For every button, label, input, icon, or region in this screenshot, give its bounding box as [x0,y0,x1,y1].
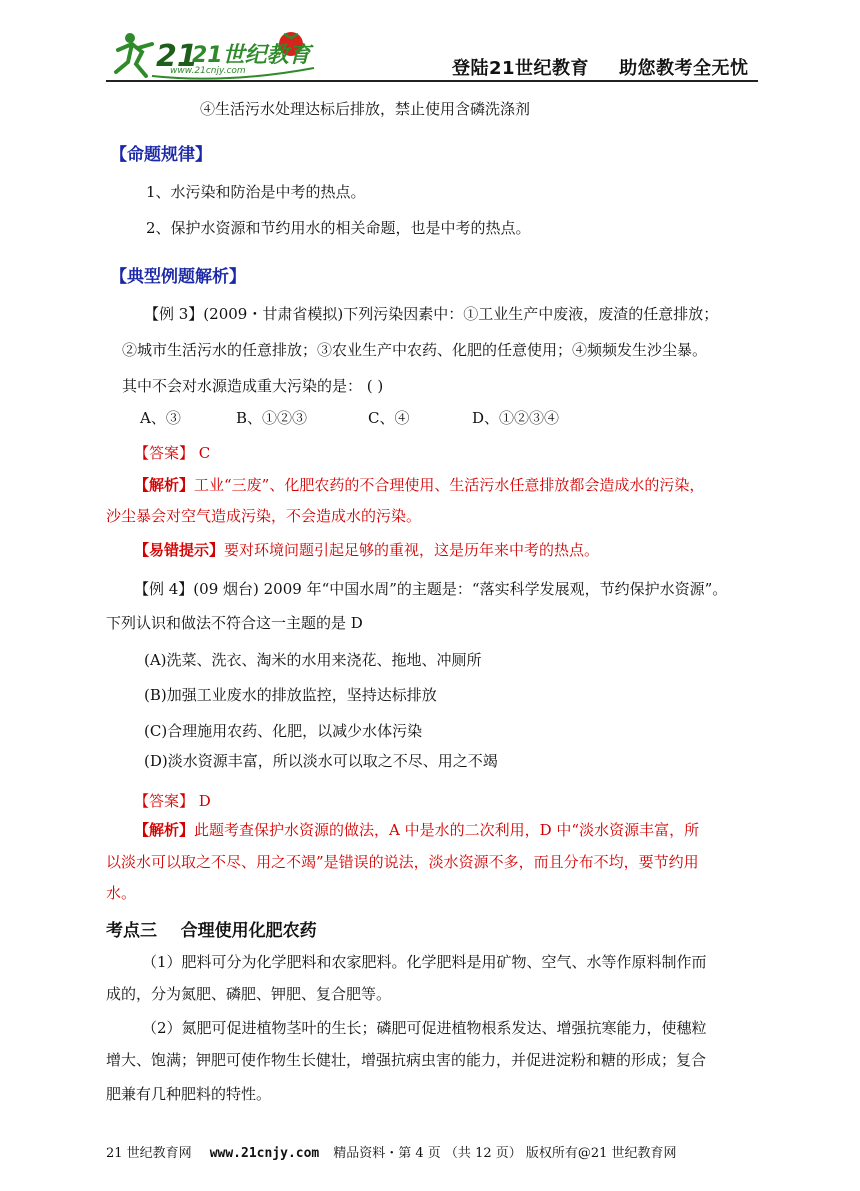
footer-url-link[interactable]: www.21cnjy.com [209,1146,320,1161]
kaodian3-para2-line3: 肥兼有几种肥料的特性。 [106,1085,272,1103]
ex4-answer-label: 【答案】 [134,792,195,810]
rule-item-2: 2、保护水资源和节约用水的相关命题，也是中考的热点。 [146,219,531,237]
kaodian3-para1-line2: 成的，分为氮肥、磷肥、钾肥、复合肥等。 [106,985,392,1003]
ex3-analysis-label: 【解析】 [134,476,195,494]
ex3-answer [134,444,210,462]
ex3-question-line2: ②城市生活污水的任意排放；③农业生产中农药、化肥的任意使用；④频频发生沙尘暴。 [122,341,708,359]
ex4-answer [134,792,211,810]
ex4-option-a: (A)洗菜、洗衣、淘米的水用来浇花、拖地、冲厕所 [144,651,482,669]
kaodian3-para2-line1: （2）氮肥可促进植物茎叶的生长；磷肥可促进植物根系发达、增强抗寒能力，使穗粒 [142,1019,707,1037]
ex4-question-line2: 下列认识和做法不符合这一主题的是 D [106,614,363,632]
ex3-tip-label: 【易错提示】 [134,541,225,559]
ex3-answer-label: 【答案】 [134,444,195,462]
page-footer [106,1142,677,1161]
ex3-tip-text: 要对环境问题引起足够的重视，这是历年来中考的热点。 [224,541,600,559]
ex3-tip [134,541,599,559]
ex3-analysis-text1: 工业“三废”、化肥农药的不合理使用、生活污水任意排放都会造成水的污染， [194,476,705,494]
ex4-option-d: (D)淡水资源丰富，所以淡水可以取之不尽、用之不竭 [144,752,498,770]
ex4-option-c: (C)合理施用农药、化肥，以减少水体污染 [144,722,423,740]
ex4-analysis-label: 【解析】 [134,821,195,839]
header-divider [106,80,758,82]
footer-site-name: 21 世纪教育网 [106,1146,192,1161]
ex4-analysis-text1: 此题考查保护水资源的做法，A 中是水的二次利用，D 中“淡水资源丰富，所 [194,821,700,839]
ex4-analysis-line1 [134,821,699,839]
kaodian3-para1-line1: （1）肥料可分为化学肥料和农家肥料。化学肥料是用矿物、空气、水等作原料制作而 [142,953,707,971]
ex3-option-d: D、①②③④ [472,409,560,427]
section-heading-examples: 【典型例题解析】 [110,267,246,287]
section-heading-rules: 【命题规律】 [110,145,212,165]
rule-item-1: 1、水污染和防治是中考的热点。 [146,183,366,201]
ex4-option-b: (B)加强工业废水的排放监控，坚持达标排放 [144,686,437,704]
ex3-option-c: C、④ [368,409,410,427]
ex3-question-line3: 其中不会对水源造成重大污染的是： ( ) [122,377,384,395]
svg-text:21: 21 [156,39,198,74]
header-slogan [452,54,749,80]
kaodian3-para2-line2: 增大、饱满；钾肥可使作物生长健壮，增强抗病虫害的能力，并促进淀粉和糖的形成；复合 [106,1051,707,1069]
logo-wordmark: 21世纪教育 [192,43,311,68]
logo-url: www.21cnjy.com [170,66,246,76]
ex4-answer-value: D [198,792,211,810]
site-logo[interactable] [108,28,338,84]
kaodian3-heading: 考点三 合理使用化肥农药 [106,921,317,941]
intro-item: ④生活污水处理达标后排放，禁止使用含磷洗涤剂 [200,100,531,118]
ex4-question-line1: 【例 4】(09 烟台) 2009 年“中国水周”的主题是：“落实科学发展观，节约保护水资源”。 [134,580,728,598]
ex3-analysis-line1 [134,476,704,494]
footer-page-info: 精品资料・第 4 页 （共 12 页） 版权所有@21 世纪教育网 [333,1146,677,1161]
ex4-analysis-line3: 水。 [106,884,137,902]
header-slogan-right: 助您教考全无忧 [619,58,749,79]
ex3-option-b: B、①②③ [236,409,308,427]
ex3-answer-value: C [198,444,211,462]
ex3-analysis-line2: 沙尘暴会对空气造成污染，不会造成水的污染。 [106,507,422,525]
ex4-analysis-line2: 以淡水可以取之不尽、用之不竭”是错误的说法，淡水资源不多，而且分布不均，要节约用 [106,853,699,871]
ex3-question-line1: 【例 3】(2009・甘肃省模拟)下列污染因素中：①工业生产中废液，废渣的任意排放； [144,305,719,323]
header-slogan-left: 登陆21世纪教育 [452,58,590,79]
ex3-option-a: A、③ [140,409,181,427]
